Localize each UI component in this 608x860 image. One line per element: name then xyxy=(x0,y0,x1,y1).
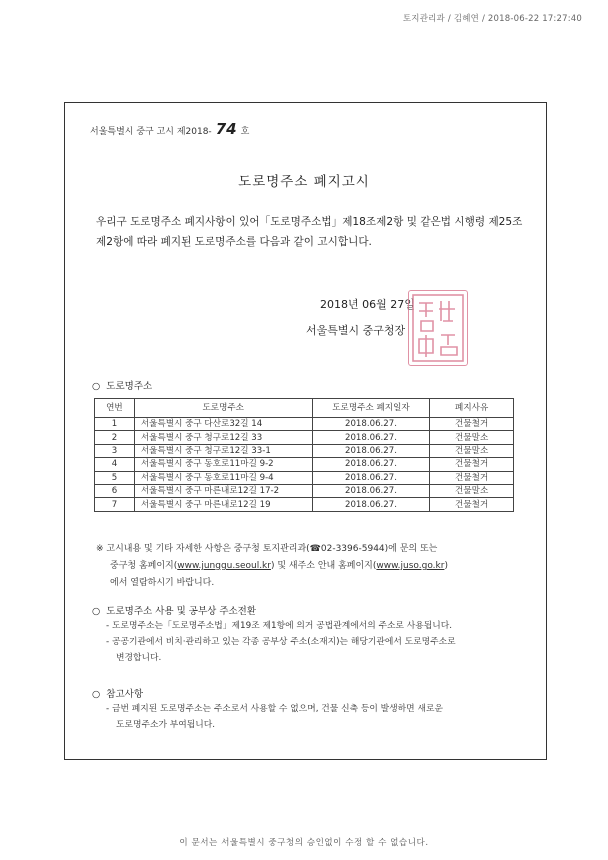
note-text: ) xyxy=(444,561,448,571)
cell-address: 서울특별시 중구 청구로12길 33-1 xyxy=(134,444,312,457)
cell-reason: 건물말소 xyxy=(430,431,514,444)
cell-no: 1 xyxy=(95,418,135,431)
table-row xyxy=(95,484,514,497)
notice-body: 우리구 도로명주소 폐지사항이 있어「도로명주소법」제18조제2항 및 같은법 시행령 제25조 제2항에 따라 폐지된 도로명주소를 다음과 같이 고시합니다. xyxy=(96,216,523,248)
cell-no: 4 xyxy=(95,458,135,471)
notice-date: 2018년 06월 27일 xyxy=(320,298,415,311)
col-header-no: 연번 xyxy=(95,399,135,418)
cell-date: 2018.06.27. xyxy=(312,471,430,484)
cell-date: 2018.06.27. xyxy=(312,431,430,444)
table-row xyxy=(95,431,514,444)
cell-reason: 건물철거 xyxy=(430,498,514,511)
issuer-name: 서울특별시 중구청장 xyxy=(306,324,406,337)
cell-date: 2018.06.27. xyxy=(312,498,430,511)
section-title: 도로명주소 xyxy=(106,381,153,392)
table-row xyxy=(95,444,514,457)
abolished-address-table xyxy=(94,398,514,512)
official-seal-icon xyxy=(408,290,468,366)
cell-reason: 건물말소 xyxy=(430,444,514,457)
document-meta-stamp: 토지관리과 / 김혜연 / 2018-06-22 17:27:40 xyxy=(402,14,582,24)
list-item: 도로명주소가 부여됩니다. xyxy=(116,720,216,730)
juso-homepage-link[interactable]: www.juso.go.kr xyxy=(376,561,445,571)
note-mark: ※ xyxy=(96,544,104,554)
section-bullet: ○ xyxy=(92,606,101,617)
page-title: 도로명주소 폐지고시 xyxy=(238,174,370,190)
note-text: 고시내용 및 기타 자세한 사항은 중구청 토지관리과(☎02-3396-5944)에 문의 또는 xyxy=(106,544,438,554)
table-row xyxy=(95,458,514,471)
note-line-3: 에서 열람하시기 바랍니다. xyxy=(110,578,215,588)
table-header-row xyxy=(95,399,514,418)
cell-address: 서울특별시 중구 마른내로12길 17-2 xyxy=(134,484,312,497)
cell-no: 3 xyxy=(95,444,135,457)
section-title: 도로명주소 사용 및 공부상 주소전환 xyxy=(106,606,257,617)
footer-notice: 이 문서는 서울특별시 중구청의 승인없이 수정 할 수 없습니다. xyxy=(179,838,429,848)
usage-list xyxy=(106,618,536,666)
cell-address: 서울특별시 중구 다산로32길 14 xyxy=(134,418,312,431)
note-text: ) 및 새주소 안내 홈페이지( xyxy=(270,561,377,571)
reference-list xyxy=(106,701,536,733)
table-row xyxy=(95,498,514,511)
section-reference-heading xyxy=(92,686,143,700)
cell-address: 서울특별시 중구 마른내로12길 19 xyxy=(134,498,312,511)
cell-date: 2018.06.27. xyxy=(312,418,430,431)
table-row xyxy=(95,471,514,484)
notice-number-prefix: 서울특별시 중구 고시 제2018- xyxy=(90,127,212,137)
cell-date: 2018.06.27. xyxy=(312,458,430,471)
cell-date: 2018.06.27. xyxy=(312,484,430,497)
section-bullet: ○ xyxy=(92,689,101,700)
table-row xyxy=(95,418,514,431)
note-line-2 xyxy=(96,558,536,575)
cell-no: 2 xyxy=(95,431,135,444)
cell-no: 6 xyxy=(95,484,135,497)
section-address-heading xyxy=(92,378,152,392)
notice-number-suffix: 호 xyxy=(240,127,250,137)
section-usage-heading xyxy=(92,603,256,617)
cell-no: 7 xyxy=(95,498,135,511)
inquiry-note xyxy=(96,541,536,592)
section-title: 참고사항 xyxy=(106,689,144,700)
list-item: 변경합니다. xyxy=(116,653,162,663)
cell-address: 서울특별시 중구 동호로11마길 9-4 xyxy=(134,471,312,484)
col-header-date: 도로명주소 폐지일자 xyxy=(312,399,430,418)
cell-no: 5 xyxy=(95,471,135,484)
list-item: - 공공기관에서 비치·관리하고 있는 각종 공부상 주소(소재지)는 해당기관에서 도로명주소로 xyxy=(106,637,456,647)
cell-reason: 건물말소 xyxy=(430,484,514,497)
notice-number-handwritten: 74 xyxy=(215,120,237,138)
notice-number xyxy=(90,120,249,138)
col-header-address: 도로명주소 xyxy=(134,399,312,418)
cell-reason: 건물철거 xyxy=(430,418,514,431)
section-bullet: ○ xyxy=(92,381,101,392)
col-header-reason: 폐지사유 xyxy=(430,399,514,418)
list-item: - 도로명주소는「도로명주소법」제19조 제1항에 의거 공법관계에서의 주소로 사용됩니다. xyxy=(106,621,453,631)
cell-reason: 건물철거 xyxy=(430,458,514,471)
list-item: - 금번 폐지된 도로명주소는 주소로서 사용할 수 없으며, 건물 신축 등이 발생하면 새로운 xyxy=(106,704,443,714)
note-line-1 xyxy=(96,541,536,558)
cell-address: 서울특별시 중구 청구로12길 33 xyxy=(134,431,312,444)
cell-reason: 건물철거 xyxy=(430,471,514,484)
cell-address: 서울특별시 중구 동호로11마길 9-2 xyxy=(134,458,312,471)
junggu-homepage-link[interactable]: www.junggu.seoul.kr xyxy=(177,561,271,571)
note-text: 중구청 홈페이지( xyxy=(110,561,178,571)
cell-date: 2018.06.27. xyxy=(312,444,430,457)
